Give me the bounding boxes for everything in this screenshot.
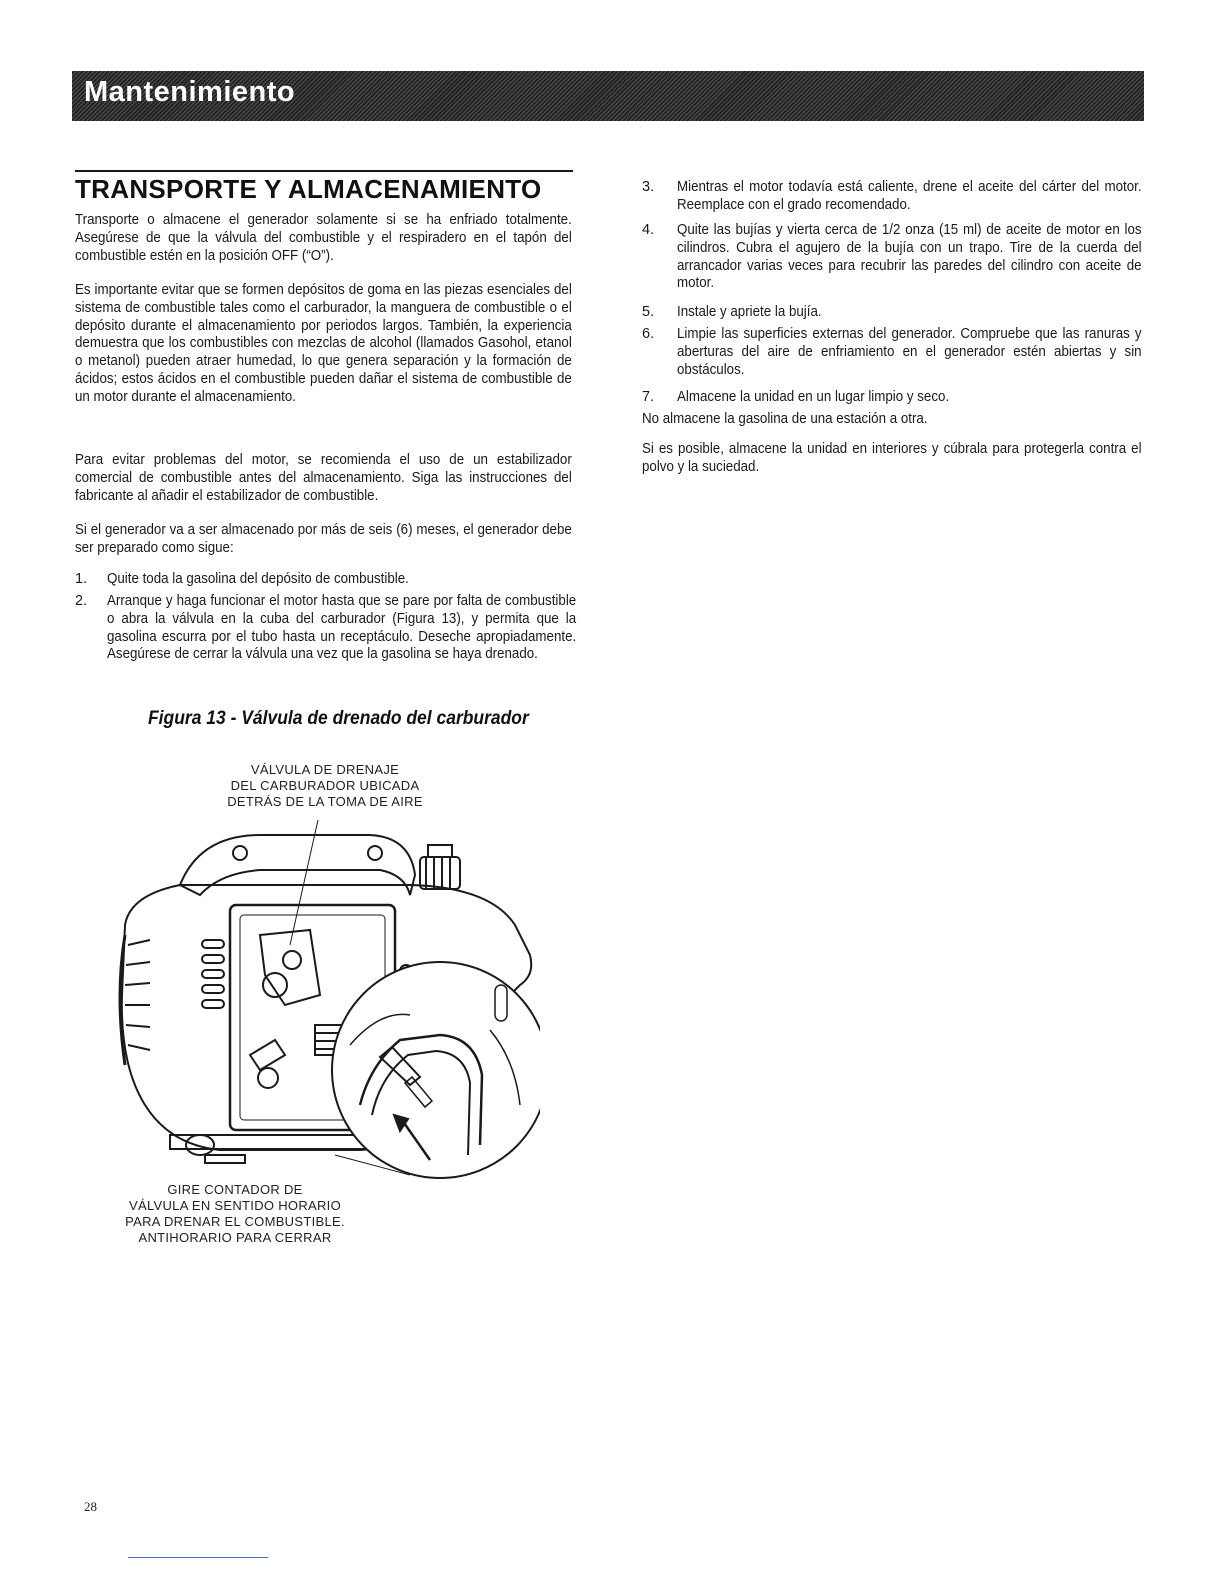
section-title: TRANSPORTE Y ALMACENAMIENTO bbox=[75, 174, 542, 204]
callout-turn-valve bbox=[100, 1182, 370, 1246]
list-number: 1. bbox=[75, 571, 88, 587]
figure-caption: Figura 13 - Válvula de drenado del carburador bbox=[148, 708, 529, 729]
list-number: 5. bbox=[642, 304, 655, 320]
paragraph-store-indoors: Si es posible, almacene la unidad en interiores y cúbrala para protegerla contra el polvo y la suciedad. bbox=[642, 441, 1142, 475]
list-number: 4. bbox=[642, 222, 655, 238]
list-number: 2. bbox=[75, 593, 88, 609]
header-title: Mantenimiento bbox=[84, 76, 296, 108]
list-text: Limpie las superficies externas del generador. Compruebe que las ranuras y aberturas del aire de enfriamiento en el generador estén abiertas y sin obstáculos. bbox=[677, 326, 1142, 378]
list-text: Quite las bujías y vierta cerca de 1/2 onza (15 ml) de aceite de motor en los cilindros. Cubra el agujero de la bujía con un trapo. Tire de la cuerda del arrancador varias veces para recubrir las paredes del cilindro con aceite de motor. bbox=[677, 222, 1142, 292]
paragraph-transport: Transporte o almacene el generador solamente si se ha enfriado totalmente. Asegúrese de que la válvula del combustible y el respiradero en el tapón del combustible estén en la posición OFF (“O”). bbox=[75, 212, 572, 264]
callout-line: VÁLVULA EN SENTIDO HORARIO bbox=[129, 1198, 341, 1213]
callout-line: PARA DRENAR EL COMBUSTIBLE. bbox=[125, 1214, 345, 1229]
list-text: Almacene la unidad en un lugar limpio y seco. bbox=[677, 389, 950, 405]
list-number: 3. bbox=[642, 179, 655, 195]
callout-line: VÁLVULA DE DRENAJE bbox=[250, 762, 400, 777]
paragraph-stabilizer: Para evitar problemas del motor, se recomienda el uso de un estabilizador comercial de combustible antes del almacenamiento. Siga las instrucciones del fabricante al añadir el estabilizador de combustible. bbox=[75, 452, 572, 504]
list-number: 7. bbox=[642, 389, 655, 405]
page-number: 28 bbox=[84, 1499, 97, 1514]
section-header-bar bbox=[72, 71, 1144, 121]
list-text: Instale y apriete la bujía. bbox=[677, 304, 822, 320]
list-text: Mientras el motor todavía está caliente, drene el aceite del cárter del motor. Reemplace con el grado recomendado. bbox=[677, 179, 1142, 213]
paragraph-gum-deposits: Es importante evitar que se formen depósitos de goma en las piezas esenciales del sistema de combustible tales como el carburador, la manguera de combustible o el depósito durante el almacenamiento por periodos largos. También, la experiencia demuestra que los combustibles con mezclas de alcohol (llamados Gasohol, etanol o metanol) pueden atraer humedad, lo que genera separación y la formación de ácidos; estos ácidos en el combustible pueden dañar el sistema de combustible de un motor durante el almacenamiento. bbox=[75, 282, 572, 405]
paragraph-storage-prep: Si el generador va a ser almacenado por más de seis (6) meses, el generador debe ser preparado como sigue: bbox=[75, 522, 572, 556]
list-number: 6. bbox=[642, 326, 655, 342]
callout-line: DEL CARBURADOR UBICADA bbox=[230, 778, 420, 793]
callout-drain-valve-location bbox=[195, 762, 455, 810]
callout-line: ANTIHORARIO PARA CERRAR bbox=[138, 1230, 332, 1245]
list-text: Quite toda la gasolina del depósito de combustible. bbox=[107, 571, 409, 587]
callout-line: DETRÁS DE LA TOMA DE AIRE bbox=[227, 794, 423, 809]
generator-illustration bbox=[110, 815, 540, 1185]
paragraph-no-store-gasoline: No almacene la gasolina de una estación a otra. bbox=[642, 411, 928, 427]
callout-line: GIRE CONTADOR DE bbox=[167, 1182, 303, 1197]
list-text: Arranque y haga funcionar el motor hasta que se pare por falta de combustible o abra la válvula en la cuba del carburador (Figura 13), y permita que la gasolina escurra por el tubo hasta un receptáculo. Deseche apropiadamente. Asegúrese de cerrar la válvula una vez que la gasolina se haya drenado. bbox=[107, 593, 577, 663]
section-rule bbox=[75, 170, 573, 172]
footer-rule bbox=[128, 1557, 268, 1558]
